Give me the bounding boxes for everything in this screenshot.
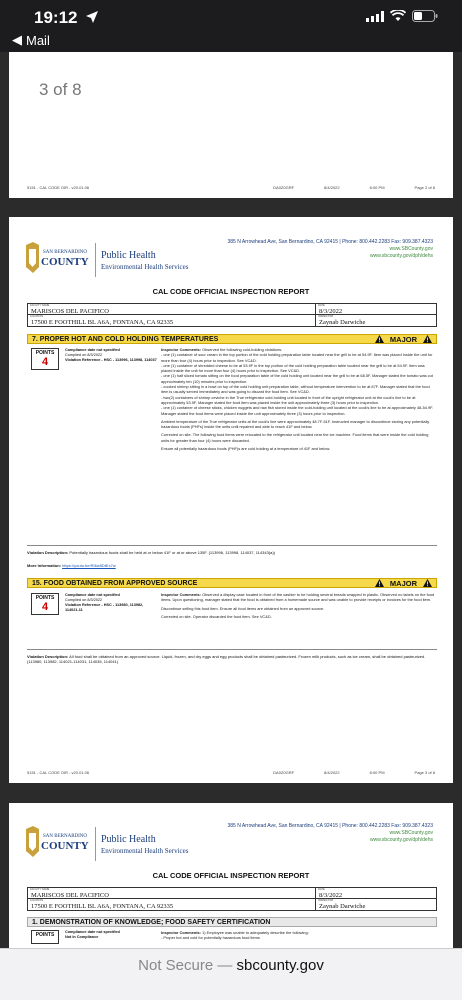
comment-line: - one (1) half sliced tomato sitting on the food preparation table of the cold holding unit located near the grill to be at 68.5F. Manager stated the tomato was cut approximately ten (10) minutes prior to inspection. — [161, 373, 433, 384]
footer-code: DA0Z0GRF — [273, 185, 295, 190]
facility-name: MARISCOS DEL PACIFICO — [31, 891, 109, 899]
footer-date: 8/4/2022 — [324, 770, 340, 775]
footer-time: 6:00 PM — [369, 770, 385, 775]
date-label: DATE — [318, 888, 325, 891]
browser-address-bar[interactable] — [0, 948, 462, 1000]
inspector-comments — [161, 347, 437, 454]
comments-label: Inspector Comments: — [161, 930, 201, 935]
department-name — [101, 834, 188, 855]
comment-line: Ensure all potentially hazardous foods (PHF)s are cold holding at a temperature of 41F and below. — [161, 446, 331, 452]
comment-line: Ambient temperature of the True refrigerator units at the cook's line were approximately 48.7F-51F. Instructed manager to discontinue storing any potentially hazardous foods (PHFs) inside the units until repaired and able to reach 41F and below. — [161, 418, 430, 430]
location-arrow-icon — [85, 10, 99, 24]
facility-name: MARISCOS DEL PACIFICO — [31, 307, 109, 315]
comment-line: Observed a display case located in front of the cashier to be holding several breads wrapped in plastic. Observed no labels on the food items. Upon questioning, manager stated that the food is obtained from a homemade source and was unable to provide receipts or invoices for the food item. — [161, 592, 435, 603]
facility-info-table — [27, 303, 437, 327]
division-title: Environmental Health Services — [101, 263, 189, 271]
date-label: DATE — [318, 304, 325, 307]
points-value: 4 — [41, 601, 49, 613]
comment-line: - one (1) container of cheese sticks, chicken nuggets and raw fish stored inside the cold-holding unit located at the cook's line to be at approximately 48-54.9F. Manager stated the food items were placed inside the unit approximately three (3) hours prior to inspection. — [161, 405, 434, 416]
url-line-1: www.SBCounty.gov — [389, 246, 433, 252]
points-label: POINTS — [35, 350, 55, 356]
inspector-label: INSPECTOR — [318, 315, 334, 318]
violation-7-header — [27, 334, 437, 344]
battery-icon — [412, 10, 438, 22]
dept-title: Public Health — [101, 250, 156, 261]
inspector-name: Zaynab Darwiche — [319, 902, 366, 910]
comment-line: - cooked shrimp sitting in a bowl on top of the cold holding unit preparation table, without temperature intervention to be at 87F. Manager stated that the food item is usually served immediately and was going to discard the food item. See VC&D. — [161, 384, 430, 395]
comment-line: - Proper hot and cold for potentially hazardous food items — [161, 935, 260, 941]
county-name-text: COUNTY — [41, 840, 89, 852]
inspector-label: INSPECTOR — [318, 899, 334, 902]
back-label: Mail — [26, 32, 50, 48]
county-logo — [23, 241, 91, 281]
comment-line: - one (1) container of shredded cheese to be at 53.9F in the top portion of the cold holding preparation table located near the grill to be at 54.9F. Item was placed inside the unit for more than four (4) hours prior to inspection. See VC&D. — [161, 362, 425, 374]
wifi-icon — [390, 10, 406, 22]
comment-line: Observed the following cold-holding violations: — [202, 347, 283, 352]
complied-on: Complied on 8/3/2022 — [65, 353, 103, 357]
severity-badge — [375, 335, 432, 344]
description-text: All food shall be obtained from an approved source. Liquid, frozen, and dry eggs and egg products shall be obtained pasteurized. Frozen milk products, such as ice cream, shall be obtained pasteurized. (113980, 113982, 114021-114031, 114035, 114041) — [27, 654, 426, 665]
county-top-text: SAN BERNARDINO — [43, 250, 88, 255]
comment-line: - one (1) container of sour cream in the top portion of the cold holding preparation table located near the grill to be at 54.9F. Item was placed inside the unit for more than four (4) hours prior to inspection. See VC&D. — [161, 352, 433, 363]
page-counter: 3 of 8 — [39, 80, 82, 99]
more-information — [27, 563, 437, 568]
violation-reference: Violation Reference - HSC - 113980, 113982, 114021-11 — [65, 603, 144, 612]
footer-form-id: 5151 - CAL CODE OIR - v20.01.06 — [27, 770, 90, 775]
warning-icon — [375, 579, 384, 587]
comments-label: Inspector Comments: — [161, 592, 201, 597]
facility-location: 17500 E FOOTHILL BL A6A, FONTANA, CA 92335 — [31, 902, 174, 910]
severity-badge — [375, 579, 432, 588]
compliance-info — [65, 930, 157, 940]
dept-title: Public Health — [101, 834, 156, 845]
not-secure-label: Not Secure — [138, 957, 214, 974]
facility-label: FACILITY NAME — [30, 304, 50, 307]
compliance-date: Compliance date not specified — [65, 930, 120, 934]
inspection-date: 8/3/2022 — [319, 307, 343, 315]
pdf-page-3 — [9, 217, 453, 783]
divider — [27, 649, 437, 650]
url-line-1: www.SBCounty.gov — [389, 830, 433, 836]
warning-icon — [375, 335, 384, 343]
points-label: POINTS — [35, 595, 55, 601]
compliance-status: Not In Compliance — [65, 935, 99, 939]
facility-location: 17500 E FOOTHILL BL A6A, FONTANA, CA 92335 — [31, 318, 174, 326]
division-title: Environmental Health Services — [101, 847, 189, 855]
pdf-page-4 — [9, 803, 453, 948]
violation-15-description — [27, 654, 437, 665]
inspector-comments — [161, 592, 437, 622]
compliance-date: Compliance date not specified — [65, 593, 120, 597]
url-line-2: www.sbcounty.gov/dph/dehs — [369, 253, 433, 259]
county-top-text: SAN BERNARDINO — [43, 834, 88, 839]
location-label: LOCATION — [30, 315, 44, 318]
location-label: LOCATION — [30, 899, 44, 902]
pdf-page-2 — [9, 52, 453, 198]
footer-time: 6:00 PM — [369, 185, 385, 190]
back-to-mail-button[interactable] — [12, 32, 50, 48]
complied-on: Complied on 8/3/2022 — [65, 598, 103, 602]
compliance-info — [65, 593, 157, 613]
compliance-date: Compliance date not specified — [65, 348, 120, 352]
header-divider — [95, 827, 96, 861]
severity-text: MAJOR — [389, 334, 417, 344]
back-triangle-icon: ◀ — [12, 32, 22, 47]
warning-icon — [423, 335, 432, 343]
clock: 19:12 — [34, 8, 78, 27]
url-display[interactable] — [0, 957, 462, 974]
inspector-comments — [161, 930, 437, 941]
violation-15-header — [27, 578, 437, 588]
address-line: 385 N Arrowhead Ave, San Bernardino, CA 92415 | Phone: 800.442.2283 Fax: 909.387.4323 — [227, 239, 433, 245]
violation-7-title: 7. PROPER HOT AND COLD HOLDING TEMPERATURES — [32, 335, 219, 343]
points-box — [31, 930, 59, 944]
signal-icon — [366, 11, 384, 22]
comment-line: - two(2) containers of shrimp ceviche in the True refrigerator cold-holding unit located in front of the upright refrigerator unit at the cook's line to be at approximately 53.9F. Manager stated the food item was placed inside the unit approximately three (3) hours prior to inspection. — [161, 394, 416, 405]
severity-text: MAJOR — [389, 578, 417, 588]
points-value: 4 — [41, 356, 49, 368]
page-footer — [27, 185, 435, 190]
footer-code: DA0Z0GRF — [273, 770, 295, 775]
footer-page-number: Page 3 of 8 — [414, 770, 435, 775]
facility-label: FACILITY NAME — [30, 888, 50, 891]
divider — [27, 545, 437, 546]
description-label: Violation Description: — [27, 654, 69, 659]
footer-form-id: 5151 - CAL CODE OIR - v20.01.06 — [27, 185, 90, 190]
compliance-info — [65, 348, 157, 363]
violation-15-title: 15. FOOD OBTAINED FROM APPROVED SOURCE — [32, 579, 198, 587]
points-box — [31, 348, 59, 370]
inspector-name: Zaynab Darwiche — [319, 318, 366, 326]
domain-text: sbcounty.gov — [236, 957, 324, 974]
department-name — [101, 250, 188, 271]
page-footer — [27, 770, 435, 775]
comments-label: Inspector Comments: — [161, 347, 201, 352]
more-info-label: More Information: — [27, 563, 61, 568]
header-address — [227, 239, 433, 260]
violation-1-header — [27, 917, 437, 927]
more-info-link[interactable]: https://youtu.be/RI6w5DtEx7w — [62, 563, 116, 568]
points-box — [31, 593, 59, 615]
description-text: Potentially hazardous foods shall be held at or below 41F or at or above 135F. (113996, 113998, 114037, 114343(a)) — [69, 550, 276, 555]
status-icons — [366, 10, 438, 22]
facility-info-table — [27, 887, 437, 911]
header-address — [227, 823, 433, 844]
points-label: POINTS — [35, 932, 55, 938]
url-separator: — — [217, 957, 233, 974]
comment-line: Corrected on site. The following food items were relocated to the refrigerator unit located near the ice machine. Food items that were inside the cold holding units for greater than four (4) hours were discarded. — [161, 432, 429, 443]
county-logo — [23, 825, 91, 865]
description-label: Violation Description: — [27, 550, 69, 555]
violation-7-description — [27, 550, 437, 555]
footer-date: 8/4/2022 — [324, 185, 340, 190]
address-line: 385 N Arrowhead Ave, San Bernardino, CA 92415 | Phone: 800.442.2283 Fax: 909.387.4323 — [227, 823, 433, 829]
comment-line: Discontinue selling this food item. Ensure all food items are obtained from an approved source. — [161, 605, 325, 611]
violation-reference: Violation Reference - HSC - 113996, 113998, 114037 — [65, 358, 157, 362]
warning-icon — [423, 579, 432, 587]
violation-1-title: 1. DEMONSTRATION OF KNOWLEDGE; FOOD SAFETY CERTIFICATION — [32, 918, 271, 926]
county-name-text: COUNTY — [41, 256, 89, 268]
inspection-date: 8/3/2022 — [319, 891, 343, 899]
report-title: CAL CODE OFFICIAL INSPECTION REPORT — [152, 871, 310, 880]
url-line-2: www.sbcounty.gov/dph/dehs — [369, 837, 433, 843]
header-divider — [95, 243, 96, 277]
report-title: CAL CODE OFFICIAL INSPECTION REPORT — [152, 287, 310, 296]
comment-line: Corrected on site. Operator discarded the food item. See VC&D. — [161, 613, 272, 619]
status-bar — [0, 0, 462, 52]
comment-line: 1) Employee was unable to adequately describe the following: — [202, 930, 309, 935]
footer-page-number: Page 2 of 8 — [414, 185, 435, 190]
